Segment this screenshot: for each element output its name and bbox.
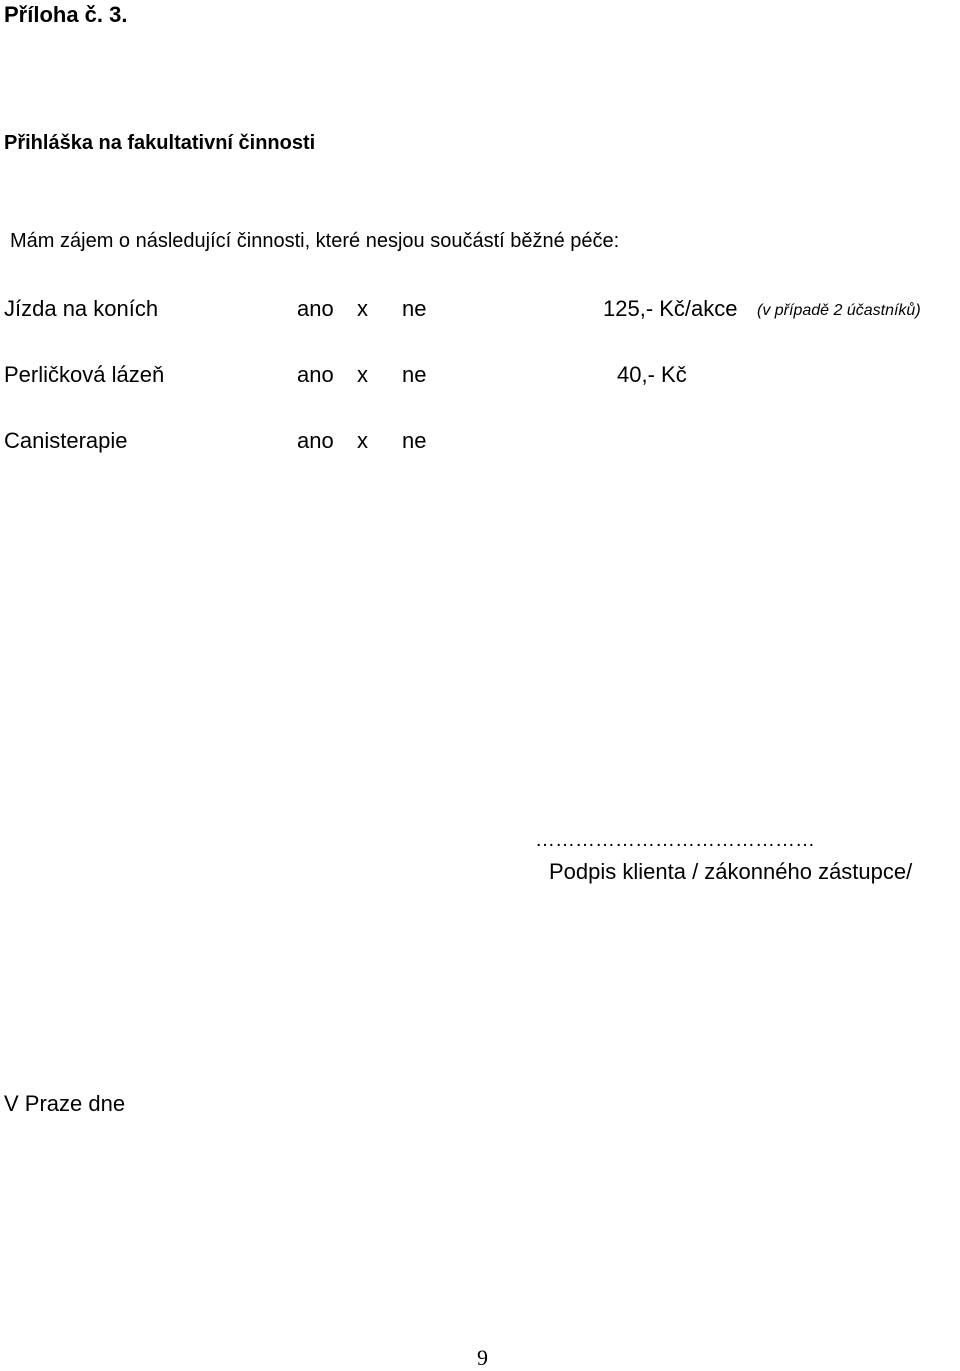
option-no: ne [402,428,427,453]
activity-note: (v případě 2 účastníků) [757,302,921,319]
place-date-label: V Praze dne [4,1091,126,1116]
activity-price: 40,- Kč [617,362,687,387]
signature-label: Podpis klienta / zákonného zástupce/ [549,859,913,884]
page-number: 9 [477,1345,488,1370]
option-separator: x [357,362,368,387]
option-yes: ano [297,428,334,453]
option-separator: x [357,428,368,453]
option-yes: ano [297,296,334,321]
signature-dotted-line: …………………………………… [535,829,815,851]
option-no: ne [402,296,427,321]
intro-text: Mám zájem o následující činnosti, které nesjou součástí běžné péče: [10,230,620,252]
form-title: Přihláška na fakultativní činnosti [4,132,316,154]
activity-price: 125,- Kč/akce [603,296,738,321]
activity-name: Perličková lázeň [4,362,165,387]
option-separator: x [357,296,368,321]
option-no: ne [402,362,427,387]
activity-name: Canisterapie [4,428,128,453]
activity-name: Jízda na koních [4,296,159,321]
option-yes: ano [297,362,334,387]
annex-label: Příloha č. 3. [4,2,128,27]
